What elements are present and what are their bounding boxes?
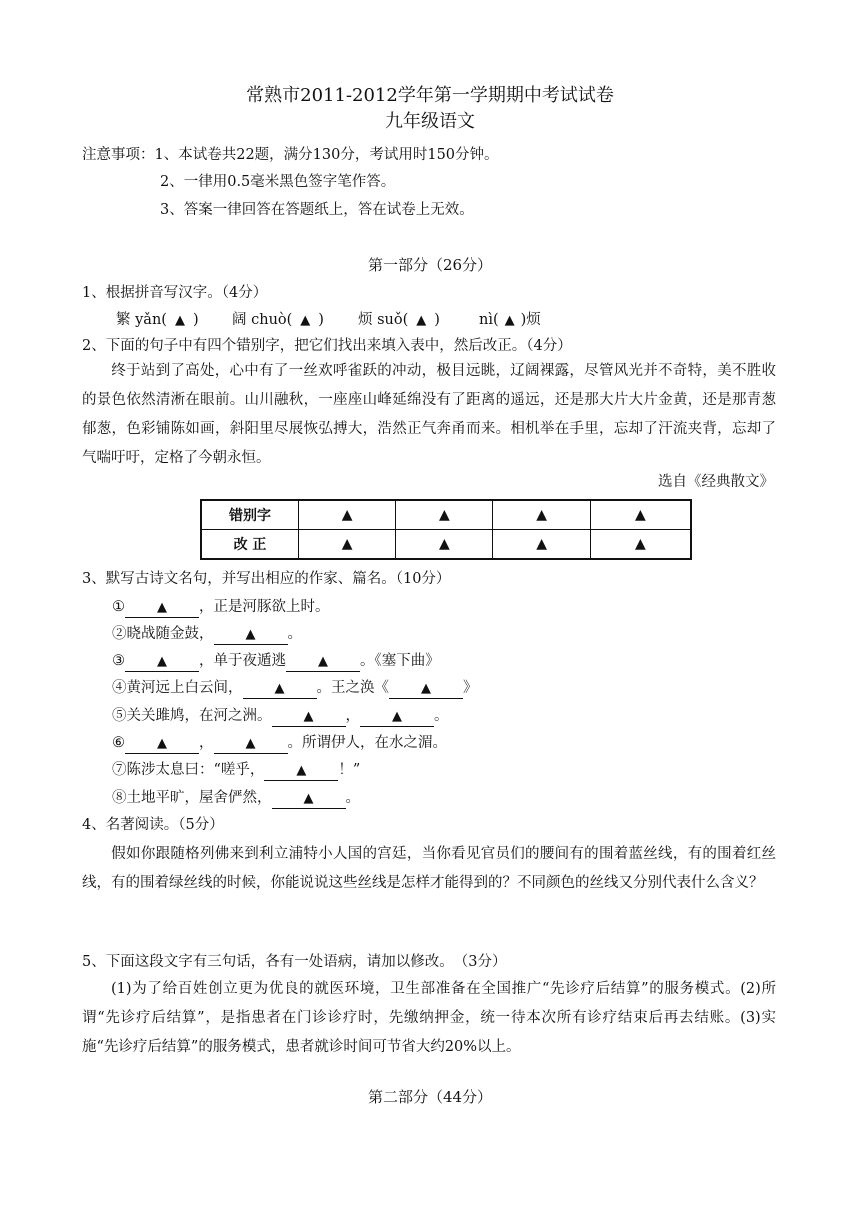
fill-blank[interactable]: ▲ xyxy=(272,708,346,727)
answer-triangle-icon: ▲ xyxy=(300,313,311,328)
q3-prompt: 3、默写古诗文名句，并写出相应的作家、篇名。（10分） xyxy=(82,571,451,587)
fill-blank[interactable]: ▲ xyxy=(264,762,338,781)
note-3: 3、答案一律回答在答题纸上，答在试卷上无效。 xyxy=(160,202,474,218)
q2-prompt: 2、下面的句子中有四个错别字，把它们找出来填入表中，然后改正。（4分） xyxy=(82,338,572,354)
q3-line-5: ⑤关关雎鸠，在河之洲。 ▲ ， ▲ 。 xyxy=(112,706,449,727)
answer-triangle-icon: ▲ xyxy=(416,313,427,328)
q2-passage: 终于站到了高处，心中有了一丝欢呼雀跃的冲动，极目远眺，辽阔裸露，尽管风光并不奇特，美不胜收的景色依然清淅在眼前。山川融秋，一座座山峰延绵没有了距离的遥远，还是那大片大片金黄，还是那青葱郁葱，色彩铺陈如画，斜阳里尽展恢弘搏大，浩然正气奔甬而来。相机举在手里，忘却了汗流夹背，忘却了气喘吁吁，定格了今朝永恒。 xyxy=(82,363,776,466)
q3-line-4: ④黄河远上白云间， ▲ 。王之涣《 ▲ 》 xyxy=(112,678,478,699)
fill-blank[interactable]: ▲ xyxy=(214,626,288,645)
answer-cell[interactable]: ▲ xyxy=(493,500,590,530)
q1-prompt: 1、根据拼音写汉字。（4分） xyxy=(82,285,268,301)
q1-item: nì( ▲ )烦 xyxy=(479,312,541,328)
exam-subtitle: 九年级语文 xyxy=(385,111,475,132)
table-header-correction: 改 正 xyxy=(201,530,299,560)
answer-triangle-icon: ▲ xyxy=(174,313,185,328)
q3-line-1: ① ▲ ，正是河豚欲上时。 xyxy=(112,597,330,618)
answer-cell[interactable]: ▲ xyxy=(299,500,396,530)
q1-item: 烦 suǒ( ▲ ) xyxy=(358,312,440,328)
answer-triangle-icon: ▲ xyxy=(504,313,515,328)
exam-title: 常熟市2011-2012学年第一学期期中考试试卷 xyxy=(246,85,614,106)
q3-line-6: ⑥ ▲ ， ▲ 。所谓伊人，在水之湄。 xyxy=(112,733,447,754)
part2-heading: 第二部分（44分） xyxy=(367,1088,493,1106)
q2-source: 选自《经典散文》 xyxy=(658,474,774,490)
answer-cell[interactable]: ▲ xyxy=(396,500,493,530)
q3-line-8: ⑧土地平旷，屋舍俨然， ▲ 。 xyxy=(112,788,360,809)
answer-cell[interactable]: ▲ xyxy=(299,530,396,560)
q5-passage: (1)为了给百姓创立更为优良的就医环境，卫生部准备在全国推广“先诊疗后结算”的服务模式。(2)所谓“先诊疗后结算”，是指患者在门诊诊疗时，先缴纳押金，统一待本次所有诊疗结束后再去结账。(3)实施“先诊疗后结算”的服务模式，患者就诊时间可节省大约20%以上。 xyxy=(82,981,776,1055)
fill-blank[interactable]: ▲ xyxy=(214,735,288,754)
answer-cell[interactable]: ▲ xyxy=(493,530,590,560)
table-row xyxy=(201,530,691,560)
q5-prompt: 5、下面这段文字有三句话，各有一处语病，请加以修改。 （3分） xyxy=(82,954,507,970)
fill-blank[interactable]: ▲ xyxy=(125,735,199,754)
table-header-wrong-char: 错别字 xyxy=(201,500,299,530)
q3-line-2: ②晓战随金鼓， ▲ 。 xyxy=(112,624,302,645)
part1-heading: 第一部分（26分） xyxy=(367,256,493,274)
q3-line-7: ⑦陈涉太息曰：“嗟乎， ▲ ！” xyxy=(112,760,360,781)
fill-blank[interactable]: ▲ xyxy=(125,653,199,672)
q4-passage: 假如你跟随格列佛来到利立浦特小人国的宫廷，当你看见官员们的腰间有的围着蓝丝线，有的围着红丝线，有的围着绿丝线的时候，你能说说这些丝线是怎样才能得到的？不同颜色的丝线又分别代表什么含义？ xyxy=(82,846,776,891)
answer-cell[interactable]: ▲ xyxy=(590,530,691,560)
q3-line-3: ③ ▲ ，单于夜遁逃 ▲ 。《塞下曲》 xyxy=(112,651,440,672)
note-2: 2、一律用0.5毫米黑色签字笔作答。 xyxy=(160,174,396,190)
fill-blank[interactable]: ▲ xyxy=(360,708,434,727)
table-row xyxy=(201,500,691,530)
note-1: 注意事项：1、本试卷共22题，满分130分，考试用时150分钟。 xyxy=(82,147,499,163)
q1-item: 繁 yǎn( ▲ ) xyxy=(116,312,199,328)
q1-item: 阔 chuò( ▲ ) xyxy=(232,312,324,328)
fill-blank[interactable]: ▲ xyxy=(272,790,346,809)
q4-prompt: 4、名著阅读。（5分） xyxy=(82,817,224,833)
fill-blank[interactable]: ▲ xyxy=(389,680,463,699)
answer-cell[interactable]: ▲ xyxy=(590,500,691,530)
fill-blank[interactable]: ▲ xyxy=(286,653,360,672)
fill-blank[interactable]: ▲ xyxy=(243,680,317,699)
error-correction-table xyxy=(200,499,692,560)
answer-cell[interactable]: ▲ xyxy=(396,530,493,560)
fill-blank[interactable]: ▲ xyxy=(125,599,199,618)
